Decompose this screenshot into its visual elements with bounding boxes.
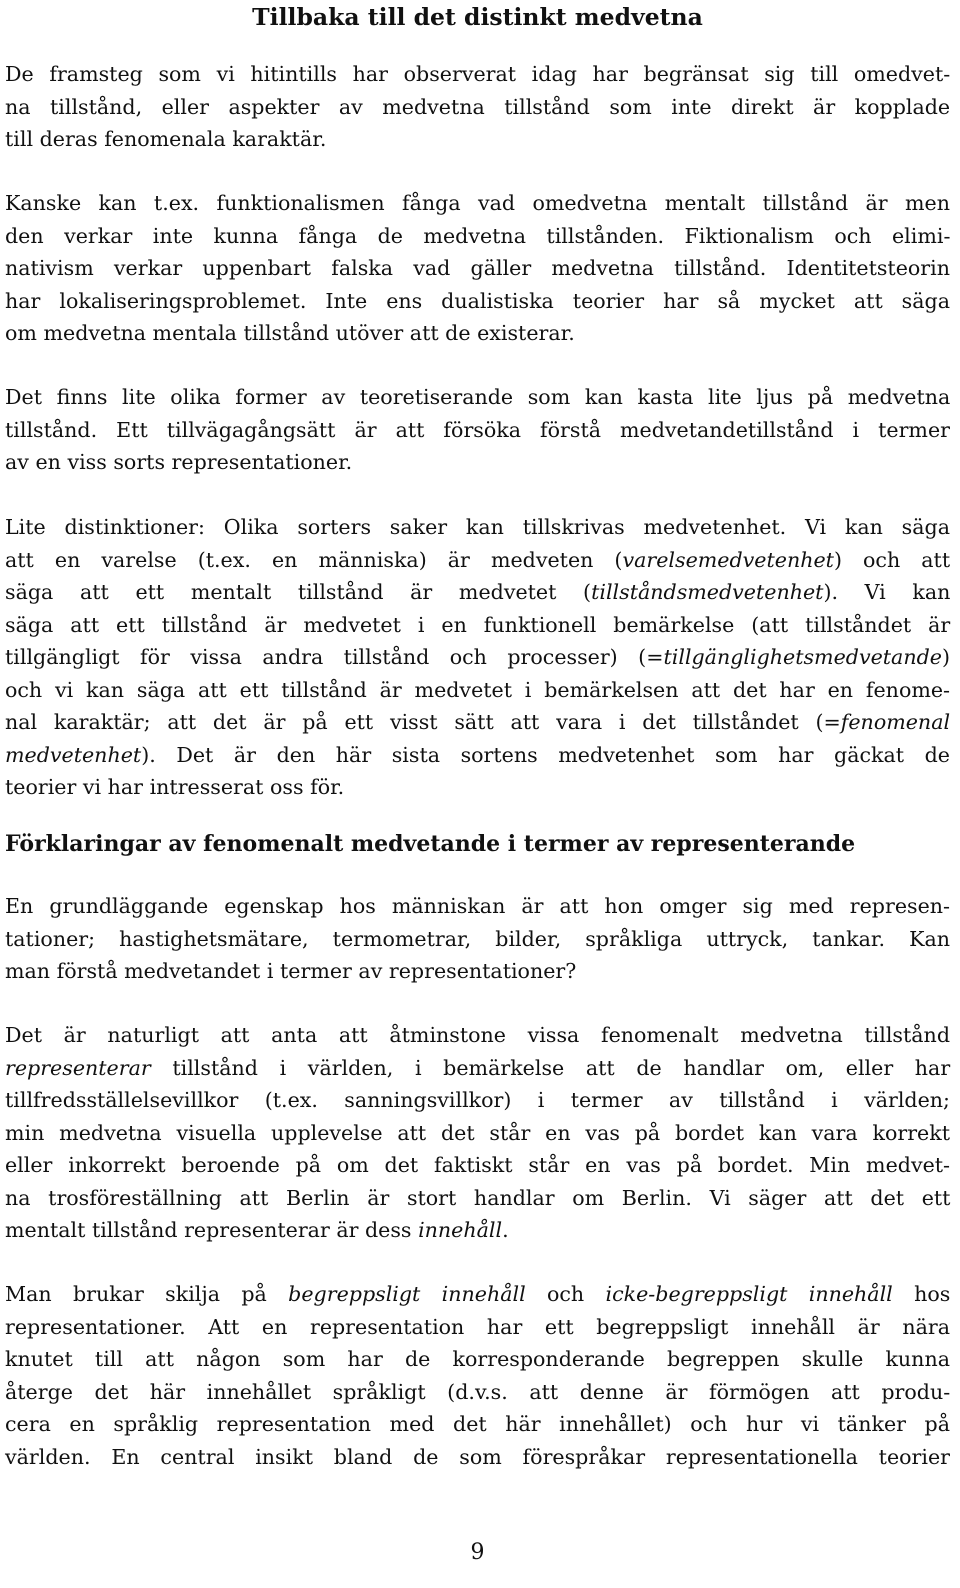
italic-term: representerar xyxy=(5,1055,151,1080)
text-line: En grundläggande egenskap hos människan är att hon omger sig med represen- xyxy=(5,894,950,918)
text-line: Det är naturligt att anta att åtminstone vissa fenomenalt medvetna tillstånd xyxy=(5,1023,950,1047)
text-line: har lokaliseringsproblemet. Inte ens dualistiska teorier har så mycket att säga xyxy=(5,288,950,313)
text-line xyxy=(5,706,950,739)
section-heading: Förklaringar av fenomenalt medvetande i termer av representerande xyxy=(5,831,856,857)
text-line: Lite distinktioner: Olika sorters saker kan tillskrivas medvetenhet. Vi kan säga xyxy=(5,515,950,539)
text-line xyxy=(5,641,950,674)
text-run: mentalt tillstånd representerar är dess xyxy=(5,1218,419,1242)
italic-term: fenomenal xyxy=(840,710,951,734)
text-line: representationer. Att en representation har ett begreppsligt innehåll är nära xyxy=(5,1314,950,1339)
text-line: säga att ett tillstånd är medvetet i en funktionell bemärkelse (att tillståndet är xyxy=(5,612,951,637)
text-line: Kanske kan t.ex. funktionalismen fånga vad omedvetna mentalt tillstånd är men xyxy=(5,191,950,215)
text-run: ). Vi kan xyxy=(823,580,951,604)
italic-term: icke-begreppsligt innehåll xyxy=(605,1282,893,1306)
text-run: säga att ett mentalt tillstånd är medvetet ( xyxy=(5,580,592,604)
text-line xyxy=(5,544,950,577)
italic-term: tillgänglighetsmedvetande xyxy=(663,645,942,669)
text-run: tillstånd i världen, i bemärkelse att de handlar om, eller har xyxy=(150,1055,951,1080)
text-line: cera en språklig representation med det här innehållet) och hur vi tänker på xyxy=(5,1412,950,1436)
text-line: knutet till att någon som har de korresponderande begreppen skulle kunna xyxy=(5,1347,950,1371)
paragraph-4 xyxy=(5,511,950,804)
text-line xyxy=(5,739,950,772)
text-line xyxy=(5,576,950,609)
text-line: och vi kan säga att ett tillstånd är medvetet i bemärkelsen att det har en fenome- xyxy=(5,677,951,702)
text-run: nal karaktär; att det är på ett visst sätt att vara i det tillståndet (= xyxy=(5,710,841,734)
text-run: ). Det är den här sista sortens medvetenhet som har gäckat de xyxy=(141,742,950,767)
paragraph-3 xyxy=(5,381,950,479)
text-run: ) och att xyxy=(833,547,951,572)
text-line: till deras fenomenala karaktär. xyxy=(5,127,327,151)
text-line: världen. En central insikt bland de som förespråkar representationella teorier xyxy=(5,1444,950,1469)
page-title: Tillbaka till det distinkt medvetna xyxy=(252,3,703,31)
text-line: återge det här innehållet språkligt (d.v.s. att denne är förmögen att produ- xyxy=(5,1379,951,1404)
text-run: att en varelse (t.ex. en människa) är medveten ( xyxy=(5,547,623,572)
text-line: teorier vi har intresserat oss för. xyxy=(5,775,345,799)
text-line: tillfredsställelsevillkor (t.ex. sanningsvillkor) i termer av tillstånd i världen; xyxy=(5,1088,950,1112)
text-line: den verkar inte kunna fånga de medvetna tillstånden. Fiktionalism och elimi- xyxy=(5,223,951,248)
text-run: och xyxy=(525,1282,606,1306)
text-run: tillgängligt för vissa andra tillstånd och processer) (= xyxy=(5,645,664,669)
text-run: hos xyxy=(892,1282,951,1306)
text-line: min medvetna visuella upplevelse att det står en vas på bordet kan vara korrekt xyxy=(5,1120,950,1145)
text-line: om medvetna mentala tillstånd utöver att de existerar. xyxy=(5,321,575,345)
text-line xyxy=(5,1052,950,1085)
text-line: tationer; hastighetsmätare, termometrar, bilder, språkliga uttryck, tankar. Kan xyxy=(5,926,951,951)
text-line: na trosföreställning att Berlin är stort handlar om Berlin. Vi säger att det ett xyxy=(5,1185,951,1210)
text-line: nativism verkar uppenbart falska vad gäller medvetna tillstånd. Identitetsteorin xyxy=(5,256,950,280)
paragraph-1 xyxy=(5,58,950,156)
section-paragraph-2 xyxy=(5,1019,950,1247)
text-run: Man brukar skilja på xyxy=(5,1282,289,1306)
italic-term: begreppsligt innehåll xyxy=(288,1282,526,1306)
text-line: Det finns lite olika former av teoretiserande som kan kasta lite ljus på medvetna xyxy=(5,385,951,409)
text-line xyxy=(5,1214,950,1247)
text-line: eller inkorrekt beroende på om det faktiskt står en vas på bordet. Min medvet- xyxy=(5,1153,950,1177)
section-paragraph-1 xyxy=(5,890,950,988)
italic-term: medvetenhet xyxy=(5,742,142,767)
paragraph-2 xyxy=(5,187,950,350)
page-number: 9 xyxy=(470,1540,485,1565)
text-line: na tillstånd, eller aspekter av medvetna tillstånd som inte direkt är kopplade xyxy=(5,94,951,119)
text-line: tillstånd. Ett tillvägagångsätt är att försöka förstå medvetandetillstånd i termer xyxy=(5,417,950,442)
italic-term: tillståndsmedvetenhet xyxy=(591,580,824,604)
text-line: man förstå medvetandet i termer av representationer? xyxy=(5,959,577,983)
italic-term: varelsemedvetenhet xyxy=(622,547,834,572)
italic-term: innehåll xyxy=(418,1218,503,1242)
section-paragraph-3 xyxy=(5,1278,950,1473)
text-line xyxy=(5,1278,950,1311)
text-run: . xyxy=(502,1218,509,1242)
text-run: ) xyxy=(941,645,950,669)
text-line: av en viss sorts representationer. xyxy=(5,450,353,474)
text-line: De framsteg som vi hitintills har observerat idag har begränsat sig till omedvet- xyxy=(5,62,951,86)
document-page xyxy=(5,0,950,1588)
